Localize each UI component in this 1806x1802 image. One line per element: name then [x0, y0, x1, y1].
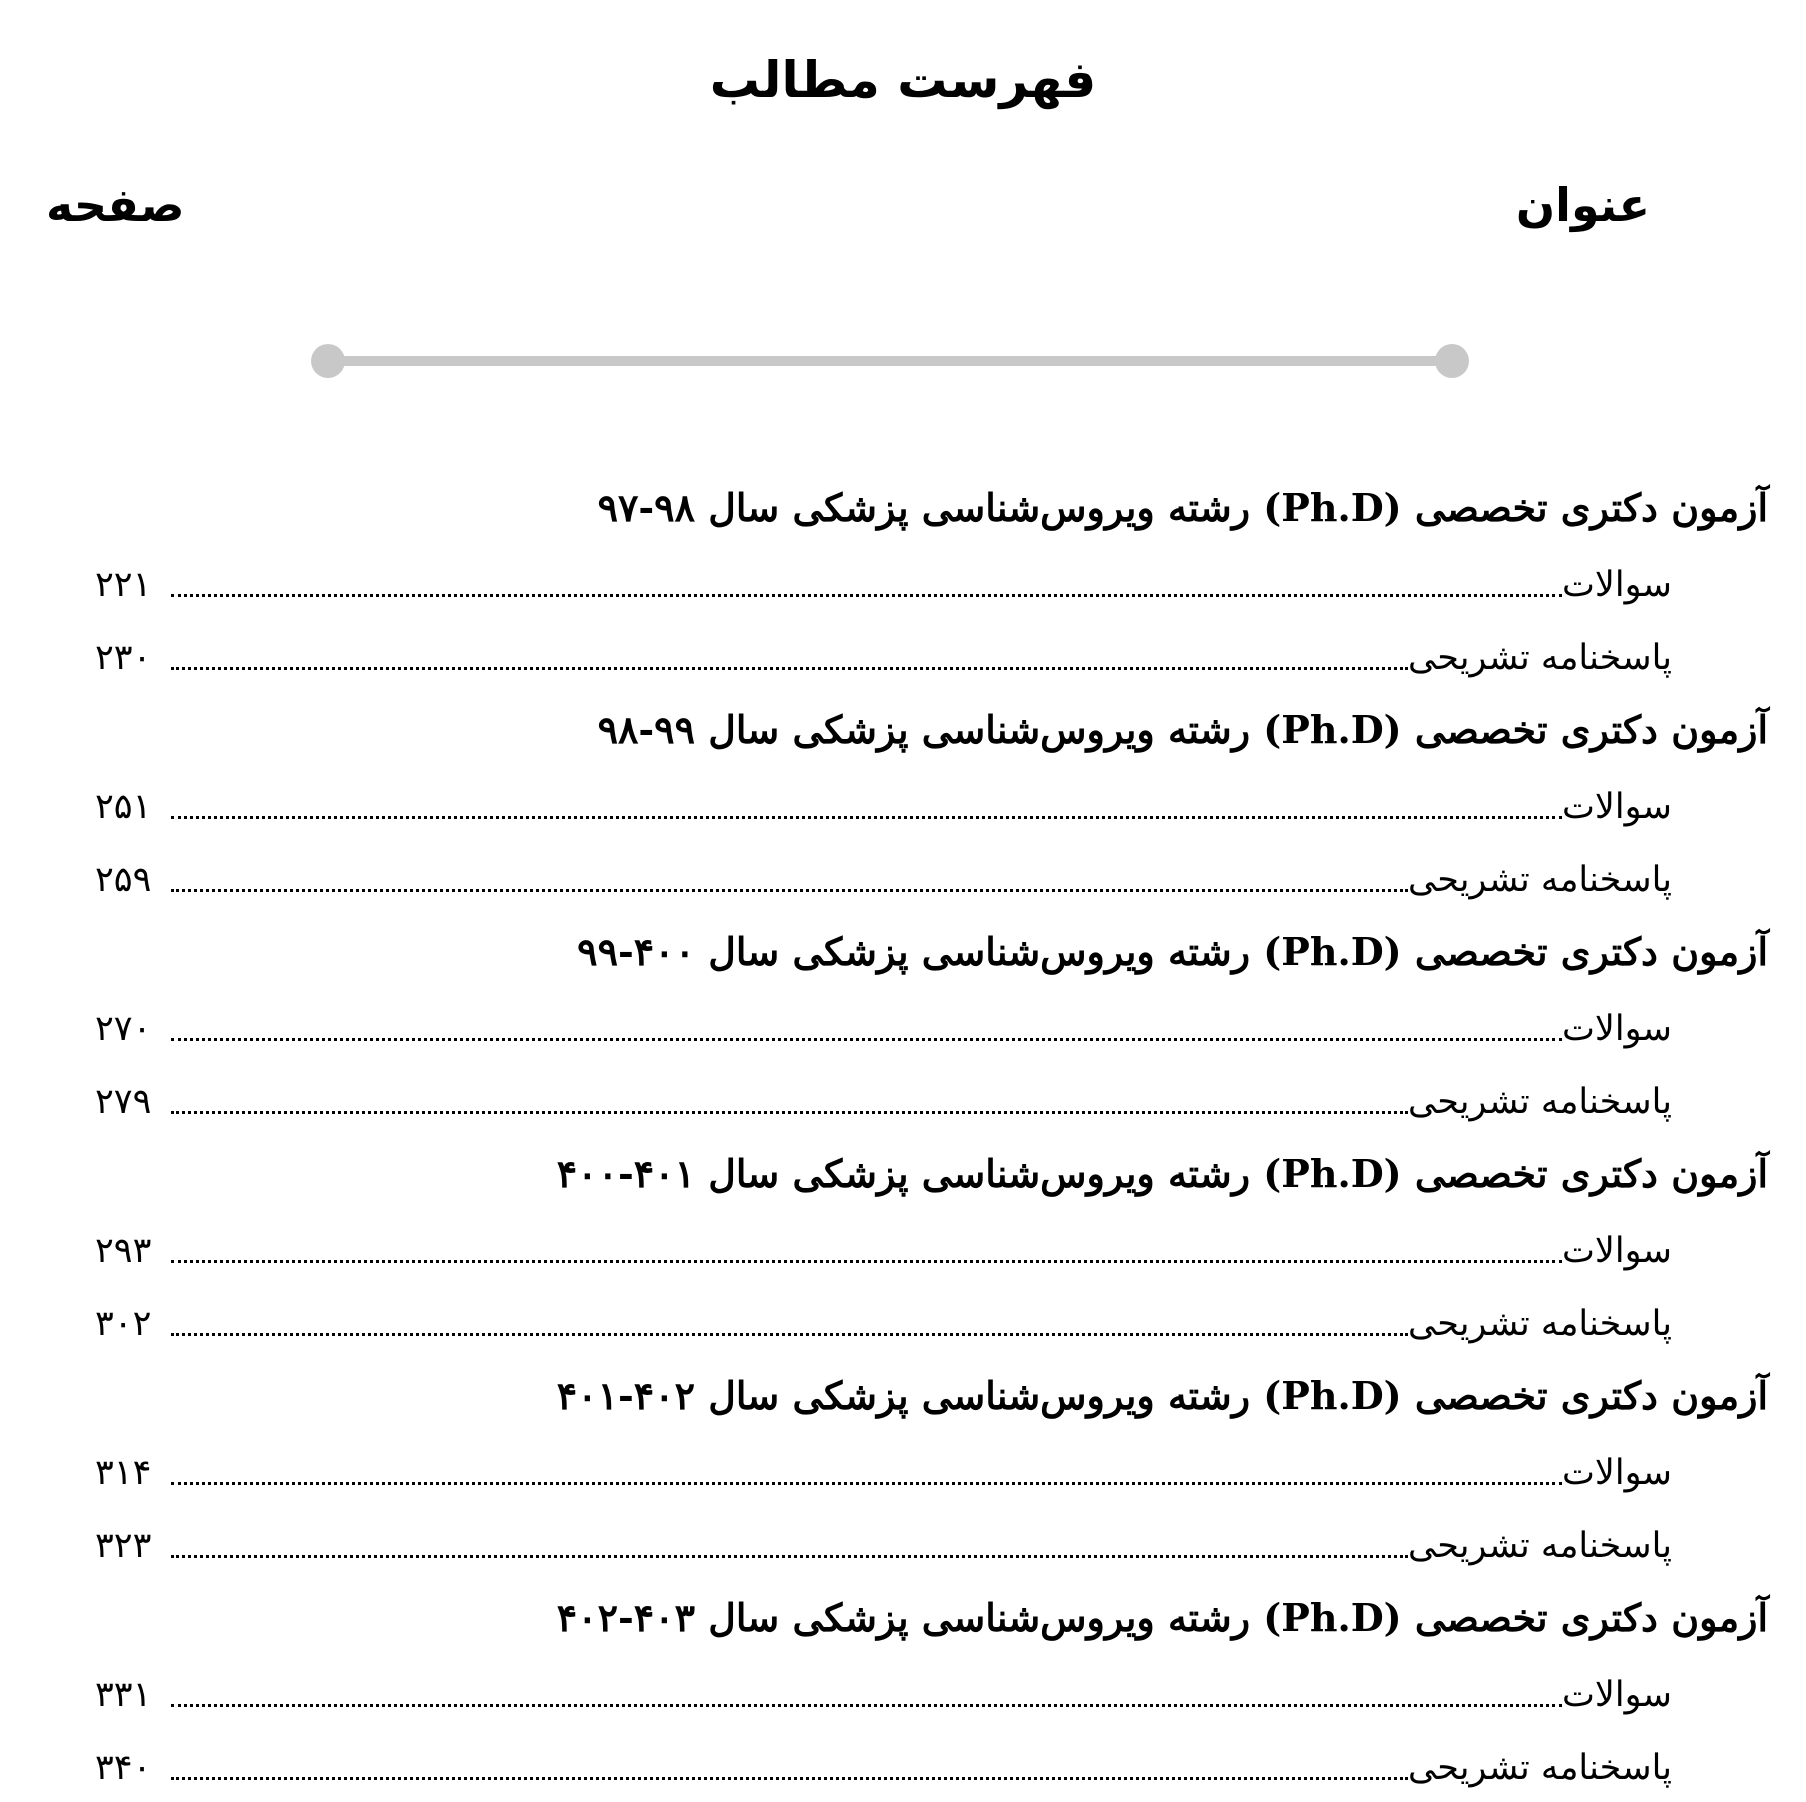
toc-entry-label: پاسخنامه تشریحی: [1408, 1526, 1672, 1566]
toc-entry-page-number: ۳۲۳: [95, 1526, 152, 1566]
toc-section: [0, 914, 1806, 1136]
toc-section-heading: آزمون دکتری تخصصی (Ph.D) رشته ویروس‌شناسی پزشکی سال ۴۰۲-۴۰۱: [556, 1373, 1768, 1418]
toc-entry-page-number: ۲۵۹: [95, 860, 152, 900]
toc-section-heading: آزمون دکتری تخصصی (Ph.D) رشته ویروس‌شناسی پزشکی سال ۹۸-۹۷: [597, 485, 1768, 530]
page-column-header: صفحه: [46, 178, 185, 232]
toc-entry-label: پاسخنامه تشریحی: [1408, 638, 1672, 678]
dot-leader: [171, 667, 1408, 670]
decorative-divider: [311, 343, 1469, 379]
toc-section: [0, 1580, 1806, 1802]
dot-leader: [171, 1555, 1408, 1558]
dot-leader: [171, 1111, 1408, 1114]
toc-entry-page-number: ۳۳۱: [95, 1675, 152, 1715]
toc-entry[interactable]: [0, 1729, 1806, 1802]
toc-entry-label: پاسخنامه تشریحی: [1408, 1304, 1672, 1344]
dot-leader: [171, 594, 1562, 597]
toc-section-heading: آزمون دکتری تخصصی (Ph.D) رشته ویروس‌شناسی پزشکی سال ۹۹-۹۸: [597, 707, 1768, 752]
toc-entry[interactable]: [0, 1063, 1806, 1136]
table-of-contents: [0, 470, 1806, 1802]
toc-entry-label: سوالات: [1561, 787, 1672, 827]
toc-entry-label: سوالات: [1561, 1231, 1672, 1271]
dot-leader: [171, 1038, 1562, 1041]
toc-entry-label: پاسخنامه تشریحی: [1408, 860, 1672, 900]
toc-entry-page-number: ۲۲۱: [95, 565, 152, 605]
toc-entry[interactable]: [0, 546, 1806, 619]
toc-entry-page-number: ۲۷۹: [95, 1082, 152, 1122]
divider-bar: [325, 356, 1455, 366]
toc-entry-page-number: ۳۰۲: [95, 1304, 152, 1344]
divider-knob-left: [311, 344, 345, 378]
toc-entry-page-number: ۲۹۳: [95, 1231, 152, 1271]
toc-entry-label: سوالات: [1561, 1453, 1672, 1493]
toc-entry-label: پاسخنامه تشریحی: [1408, 1748, 1672, 1788]
toc-section: [0, 1136, 1806, 1358]
toc-entry-page-number: ۲۳۰: [95, 638, 152, 678]
toc-section-heading: آزمون دکتری تخصصی (Ph.D) رشته ویروس‌شناسی پزشکی سال ۴۰۰-۹۹: [577, 929, 1768, 974]
toc-entry[interactable]: [0, 768, 1806, 841]
dot-leader: [171, 1482, 1562, 1485]
toc-section: [0, 1358, 1806, 1580]
toc-entry[interactable]: [0, 1212, 1806, 1285]
toc-entry[interactable]: [0, 1285, 1806, 1358]
dot-leader: [171, 1704, 1562, 1707]
toc-section-heading: آزمون دکتری تخصصی (Ph.D) رشته ویروس‌شناسی پزشکی سال ۴۰۱-۴۰۰: [556, 1151, 1768, 1196]
divider-knob-right: [1435, 344, 1469, 378]
dot-leader: [171, 1333, 1408, 1336]
dot-leader: [171, 889, 1408, 892]
dot-leader: [171, 1777, 1408, 1780]
toc-section-heading: آزمون دکتری تخصصی (Ph.D) رشته ویروس‌شناسی پزشکی سال ۴۰۳-۴۰۲: [556, 1595, 1768, 1640]
toc-section: [0, 692, 1806, 914]
toc-entry[interactable]: [0, 1656, 1806, 1729]
toc-entry-label: سوالات: [1561, 565, 1672, 605]
dot-leader: [171, 816, 1562, 819]
page-title: فهرست مطالب: [709, 51, 1097, 109]
toc-entry-page-number: ۲۷۰: [95, 1009, 152, 1049]
toc-entry-label: سوالات: [1561, 1675, 1672, 1715]
toc-entry[interactable]: [0, 619, 1806, 692]
toc-entry-label: سوالات: [1561, 1009, 1672, 1049]
toc-section: [0, 470, 1806, 692]
toc-entry-page-number: ۳۴۰: [95, 1748, 152, 1788]
toc-entry[interactable]: [0, 841, 1806, 914]
toc-entry[interactable]: [0, 1434, 1806, 1507]
toc-entry[interactable]: [0, 1507, 1806, 1580]
toc-entry-page-number: ۲۵۱: [95, 787, 152, 827]
title-column-header: عنوان: [1515, 178, 1650, 232]
toc-entry[interactable]: [0, 990, 1806, 1063]
dot-leader: [171, 1260, 1562, 1263]
toc-entry-page-number: ۳۱۴: [95, 1453, 152, 1493]
toc-entry-label: پاسخنامه تشریحی: [1408, 1082, 1672, 1122]
